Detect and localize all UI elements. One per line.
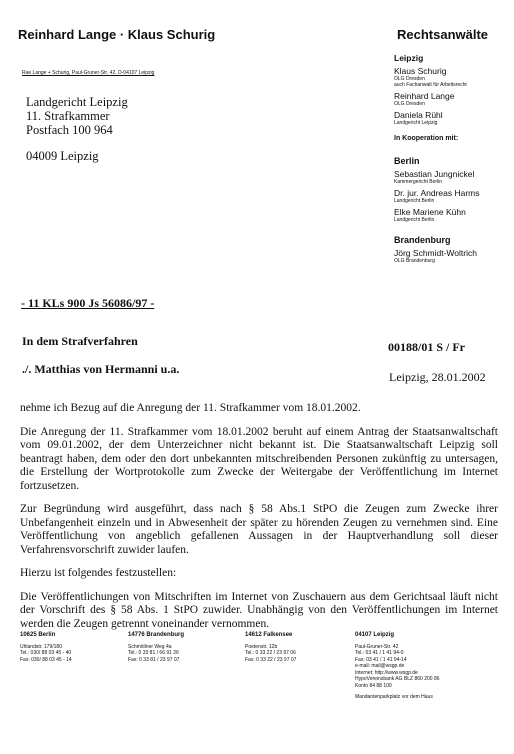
recipient-line-3: Postfach 100 964 xyxy=(26,123,113,137)
footer-city: 10625 Berlin xyxy=(20,632,56,638)
footer-line: Fax: 0 33 22 / 23 97 07 xyxy=(245,656,297,663)
footer-line: Tel.: 03 41 / 1 41 94-0 xyxy=(355,650,404,656)
body-paragraph: Die Veröffentlichungen von Mitschriften im Internet von Zuschauern aus dem Gerichtsaal läuft nicht der Vorschrift des § 58 Abs. 1 StPO zuwider. Unabhängig von den Veröffentlichungen im Internet werden die Zeugen getrennt voneinander vernommen. xyxy=(20,590,498,630)
lawyer-court: OLG Dresden xyxy=(394,101,425,107)
sidebar-heading-brandenburg: Brandenburg xyxy=(394,235,451,245)
lawyer-name: Daniela Rühl xyxy=(394,110,443,120)
lawyer-note: auch Fachanwalt für Arbeitsrecht xyxy=(394,82,467,88)
sidebar-heading-leipzig: Leipzig xyxy=(394,53,424,63)
footer-line: Tel.: 030/ 88 03 45 - 40 xyxy=(20,650,72,656)
letterhead-title: Rechtsanwälte xyxy=(397,27,489,42)
lawyer-court: Landgericht Leipzig xyxy=(394,120,438,126)
lawyer-name: Sebastian Jungnickel xyxy=(394,169,475,179)
footer-office-berlin xyxy=(20,632,72,663)
body-paragraph: nehme ich Bezug auf die Anregung der 11. Strafkammer vom 18.01.2002. xyxy=(20,402,361,414)
body-paragraph: Die Anregung der 11. Strafkammer vom 18.01.2002 beruht auf einem Antrag der Staatsanwaltschaft vom 09.01.2002, der dem Unterzeichner nicht bekannt ist. Die Staatsanwaltschaft Leipzig soll beantragt haben, dem oder den dort unbekannten mitschreibenden Personen zukünftig zu untersagen, die Erstellung der Wortprotokolle zum Zwecke der Weitergabe der Veröffentlichung im Internet fortzusetzen. xyxy=(20,425,498,492)
body-paragraph: Zur Begründung wird ausgeführt, dass nach § 58 Abs.1 StPO die Zeugen zum Zwecke ihrer Unbefangenheit einzeln und in Abwesenheit der später zu hörenden Zeugen zu vernehmen sind. Eine Veröffentlichung von angeblich gefallenen Aussagen in der Hauptverhandlung soll dieser Verfahrensvorschrift zuwider laufen. xyxy=(20,503,498,556)
recipient-line-1: Landgericht Leipzig xyxy=(26,95,128,109)
letterhead-names: Reinhard Lange · Klaus Schurig xyxy=(18,27,216,42)
recipient-line-2: 11. Strafkammer xyxy=(26,109,110,123)
case-line: In dem Strafverfahren xyxy=(22,334,138,348)
lawyer-name: Elke Mariene Kühn xyxy=(394,207,466,217)
lawyer-court: OLG Brandenburg xyxy=(394,258,435,264)
footer-city: 04107 Leipzig xyxy=(355,632,395,638)
footer-line: Paul-Gruner-Str. 42 xyxy=(355,643,399,650)
footer-line: Tel.: 0 33 22 / 23 97 06 xyxy=(245,650,296,656)
footer-city: 14776 Brandenburg xyxy=(128,632,185,638)
footer-line: Fax: 03 41 / 1 41 94-14 xyxy=(355,656,407,663)
footer-line: Fax: 030/ 88 03 45 - 14 xyxy=(20,656,72,663)
footer-line: Konto 84 88 100 xyxy=(355,682,392,689)
footer-line: Mandantenparkplatz vor dem Haus xyxy=(355,694,433,700)
footer-line: Fax: 0 33 81 / 23 97 07 xyxy=(128,656,180,663)
footer-line: Internet: http://www.wsgp.de xyxy=(355,669,418,676)
footer-line: Uhlandstr. 179/180 xyxy=(20,643,62,650)
lawyer-court: Landgericht Berlin xyxy=(394,198,435,204)
lawyer-name: Jörg Schmidt-Woltrich xyxy=(394,248,477,258)
recipient-zip-city: 04009 Leipzig xyxy=(26,149,99,163)
footer-line: Tel.: 0 33 81 / 66 91 26 xyxy=(128,650,179,656)
lawyer-name: Dr. jur. Andreas Harms xyxy=(394,188,480,198)
letter-date: Leipzig, 28.01.2002 xyxy=(389,370,486,384)
footer-line: Schmöllner Weg 4a xyxy=(128,643,172,650)
lawyer-court: Kammergericht Berlin xyxy=(394,179,443,185)
lawyer-court: Landgericht Berlin xyxy=(394,217,435,223)
sidebar-lawyers xyxy=(394,53,514,264)
letter-body xyxy=(20,402,498,641)
footer-office-leipzig xyxy=(355,632,440,701)
footer-office-brandenburg xyxy=(128,632,184,663)
court-reference: - 11 KLs 900 Js 56086/97 - xyxy=(21,296,155,310)
party-line: ./. Matthias von Hermanni u.a. xyxy=(22,362,180,376)
return-address: Rae Lange + Schurig, Paul-Gruner-Str. 42, D-04107 Leipzig xyxy=(22,70,155,76)
lawyer-name: Reinhard Lange xyxy=(394,91,455,101)
sidebar-heading-berlin: Berlin xyxy=(394,156,420,166)
lawyer-court: OLG Dresden xyxy=(394,76,425,82)
lawyer-name: Klaus Schurig xyxy=(394,66,447,76)
sidebar-kooperation: In Kooperation mit: xyxy=(394,135,459,142)
footer-line: Poetenstr. 12b xyxy=(245,643,278,650)
footer-city: 14612 Falkensee xyxy=(245,632,293,638)
recipient-address xyxy=(26,95,128,137)
body-paragraph: Hierzu ist folgendes festzustellen: xyxy=(20,567,177,579)
our-reference: 00188/01 S / Fr xyxy=(388,340,465,354)
footer-office-falkensee xyxy=(245,632,296,663)
footer-line: HypoVereinsbank AG BLZ 860 200 86 xyxy=(355,676,440,682)
footer-line: e-mail: mail@wsgp.de xyxy=(355,663,405,669)
